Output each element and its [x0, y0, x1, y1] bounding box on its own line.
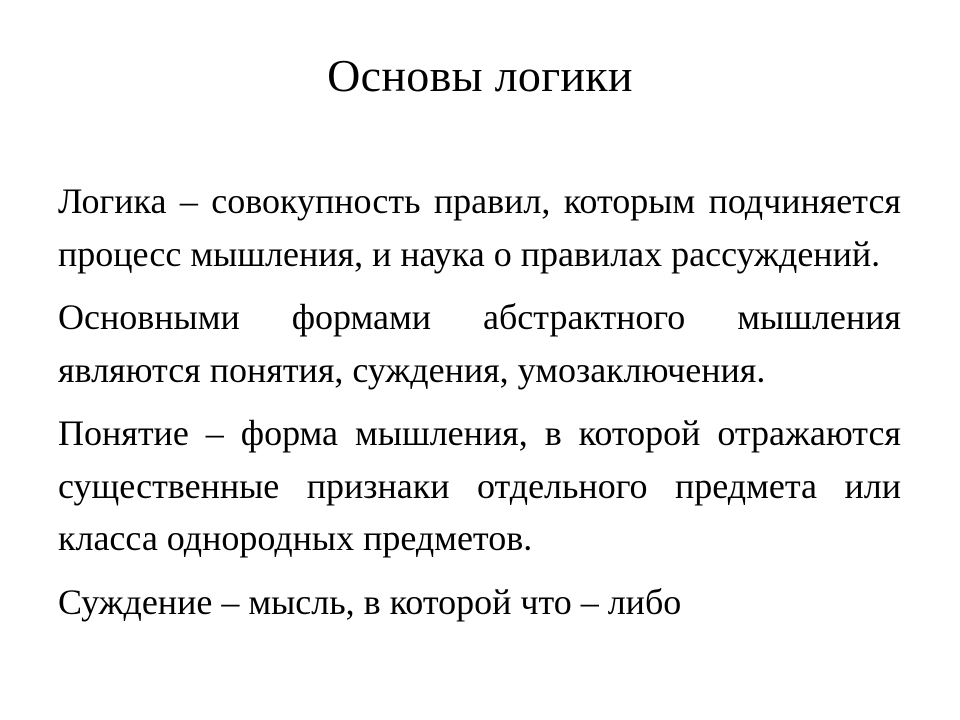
paragraph-concept-definition: Понятие – форма мышления, в которой отражаются существенные признаки отдельного предмета или класса однородных предметов. [58, 413, 901, 558]
paragraph-judgement-definition: Суждение – мысль, в которой что – либо [58, 581, 682, 622]
slide-body [58, 175, 901, 639]
paragraph-logic-definition: Логика – совокупность правил, которым подчиняется процесс мышления, и наука о правилах рассуждений. [58, 181, 901, 274]
paragraph-forms-of-thinking: Основными формами абстрактного мышления являются понятия, суждения, умозаключения. [58, 297, 901, 390]
slide-title: Основы логики [327, 50, 633, 101]
